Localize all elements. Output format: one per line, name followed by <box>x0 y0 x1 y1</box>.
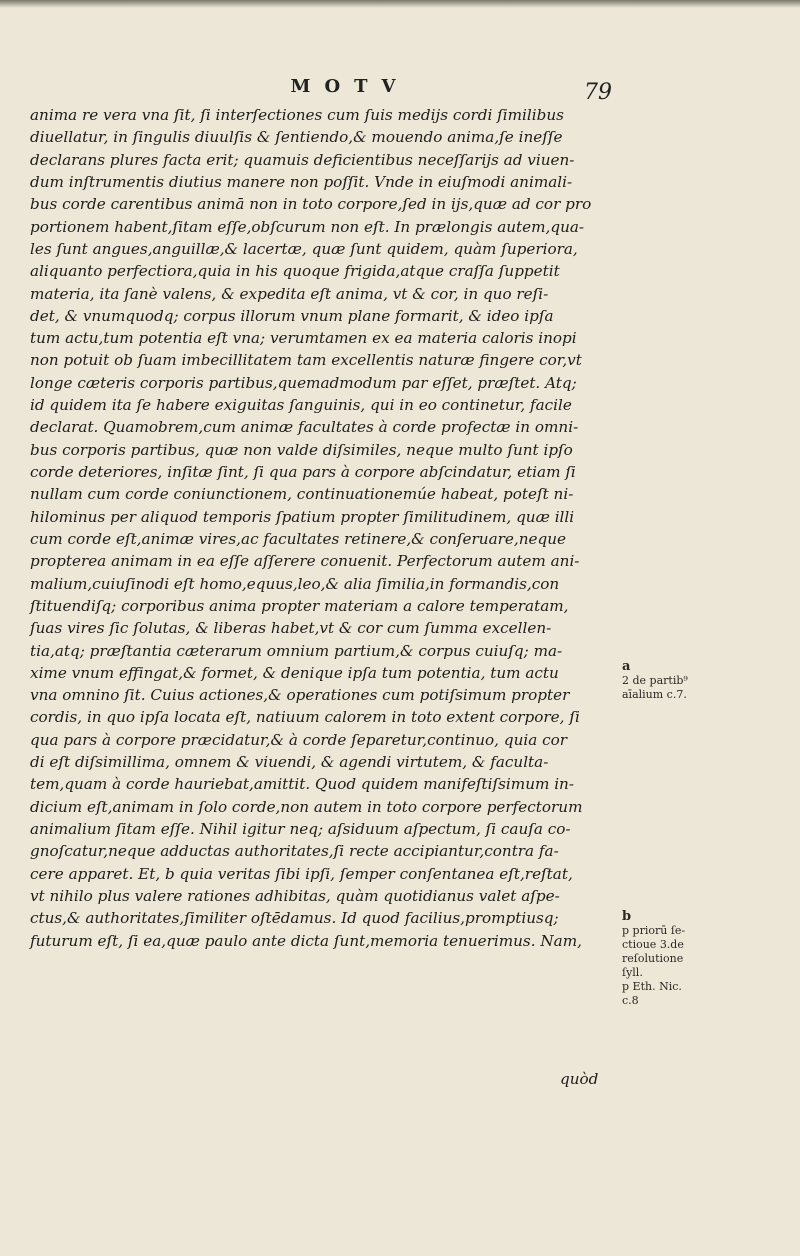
margin-note-b <box>622 910 685 1008</box>
text-line: ctus,& authoritates,ſimiliter oſtēdamus. Id quod facilius,promptiusq; <box>30 909 559 928</box>
text-line: bus corde carentibus animā non in toto corpore,ſed in ijs,quæ ad cor pro <box>30 195 592 214</box>
text-line: ſtituendiſq; corporibus anima propter materiam a calore temperatam, <box>30 596 569 615</box>
text-line: propterea animam in ea eſſe aſſerere conuenit. Perfectorum autem ani- <box>30 552 580 571</box>
text-line: non potuit ob ſuam imbecillitatem tam excellentis naturæ fingere cor,vt <box>30 351 582 370</box>
margin-note-line: p priorū ſe- <box>622 924 686 937</box>
text-line: portionem habent,ſitam eſſe,obſcurum non eſt. In prælongis autem,qua- <box>30 217 585 236</box>
margin-note-line: c.8 <box>622 994 639 1007</box>
page-number: 79 <box>584 80 612 105</box>
text-line: declarat. Quamobrem,cum animæ facultates à corde profectæ in omni- <box>30 418 579 437</box>
text-line: gnoſcatur,neque adductas authoritates,ſi recte accipiantur,contra fa- <box>30 842 559 861</box>
main-text-block <box>30 104 630 952</box>
margin-note-line: ctioue 3.de <box>622 938 684 951</box>
catchword: quòd <box>560 1070 599 1088</box>
text-line: vt nihilo plus valere rationes adhibitas, quàm quotidianus valet aſpe- <box>30 886 560 905</box>
page-header <box>0 76 800 106</box>
text-line: malium,cuiuſinodi eſt homo,equus,leo,& alia ſimilia,in formandis,con <box>30 574 560 593</box>
text-line: materia, ita ſanè valens, & expedita eſt anima, vt & cor, in quo reſi- <box>30 284 549 303</box>
margin-note-a <box>622 660 688 702</box>
text-line: tia,atq; præſtantia cæterarum omnium partium,& corpus cuiuſq; ma- <box>30 641 563 660</box>
text-line: longe cæteris corporis partibus,quemadmodum par eſſet, præſtet. Atq; <box>30 373 577 392</box>
text-line: diuellatur, in ſingulis diuulſis & ſentiendo,& mouendo anima,ſe ineſſe <box>30 128 563 147</box>
text-line: dicium eſt,animam in ſolo corde,non autem in toto corpore perfectorum <box>30 797 583 816</box>
text-line: hilominus per aliquod temporis ſpatium propter ſimilitudinem, quæ illi <box>30 507 575 526</box>
running-head: MOTV <box>290 76 410 97</box>
text-line: xime vnum effingat,& formet, & denique ipſa tum potentia, tum actu <box>30 663 559 682</box>
text-line: tum actu,tum potentia eſt vna; verumtamen ex ea materia caloris inopi <box>30 329 577 348</box>
text-line: di eſt diſsimillima, omnem & viuendi, & agendi virtutem, & faculta- <box>30 753 549 772</box>
margin-note-line: aīalium c.7. <box>622 688 687 701</box>
text-line: id quidem ita ſe habere exiguitas ſanguinis, qui in eo continetur, facile <box>30 396 572 415</box>
text-line: tem,quam à corde hauriebat,amittit. Quod quidem manifeſtiſsimum in- <box>30 775 574 794</box>
text-line: les ſunt angues,anguillæ,& lacertæ, quæ ſunt quidem, quàm ſuperiora, <box>30 239 578 258</box>
text-line: cordis, in quo ipſa locata eſt, natiuum calorem in toto extent corpore, ſi <box>30 708 580 727</box>
text-line: dum inſtrumentis diutius manere non poſſit. Vnde in eiuſmodi animali- <box>30 172 573 191</box>
text-line: declarans plures facta erit; quamuis deficientibus neceſſarijs ad viuen- <box>30 150 575 169</box>
margin-note-line: p Eth. Nic. <box>622 980 682 993</box>
text-line: futurum eſt, ſi ea,quæ paulo ante dicta ſunt,memoria tenuerimus. Nam, <box>30 931 582 950</box>
margin-note-line: reſolutione <box>622 952 684 965</box>
margin-note-mark: a <box>622 659 631 674</box>
text-line: vna omnino ſit. Cuius actiones,& operationes cum potiſsimum propter <box>30 686 570 705</box>
text-line: corde deteriores, inſitæ ſint, ſi qua pars à corpore abſcindatur, etiam ſi <box>30 463 576 481</box>
text-line: aliquanto perfectiora,quia in his quoque frigida,atque craſſa ſuppetit <box>30 262 560 281</box>
text-line: det, & vnumquodq; corpus illorum vnum plane formarit, & ideo ipſa <box>30 306 554 325</box>
margin-note-mark: b <box>622 909 632 924</box>
margin-note-line: ſyll. <box>622 966 643 979</box>
text-line: ſuas vires ſic ſolutas, & liberas habet,vt & cor cum ſumma excellen- <box>30 619 552 638</box>
text-line: cum corde eſt,animæ vires,ac facultates retinere,& conſeruare,neque <box>30 529 566 548</box>
text-line: qua pars à corpore præcidatur,& à corde ſeparetur,continuo, quia cor <box>30 730 567 749</box>
text-line: bus corporis partibus, quæ non valde diſsimiles, neque multo ſunt ipſo <box>30 440 573 459</box>
text-line: nullam cum corde coniunctionem, continuationemúe habeat, poteſt ni- <box>30 485 574 504</box>
text-line: cere apparet. Et, b quia veritas ſibi ipſi, ſemper conſentanea eſt,reſtat, <box>30 864 573 883</box>
text-line: anima re vera vna ſit, ſi interſectiones cum ſuis medijs cordi ſimilibus <box>30 106 564 124</box>
margin-note-line: 2 de partib⁹ <box>622 674 688 687</box>
text-line: animalium ſitam eſſe. Nihil igitur neq; aſsiduum aſpectum, ſi cauſa co- <box>30 820 571 838</box>
page-edge-shadow <box>0 0 800 8</box>
